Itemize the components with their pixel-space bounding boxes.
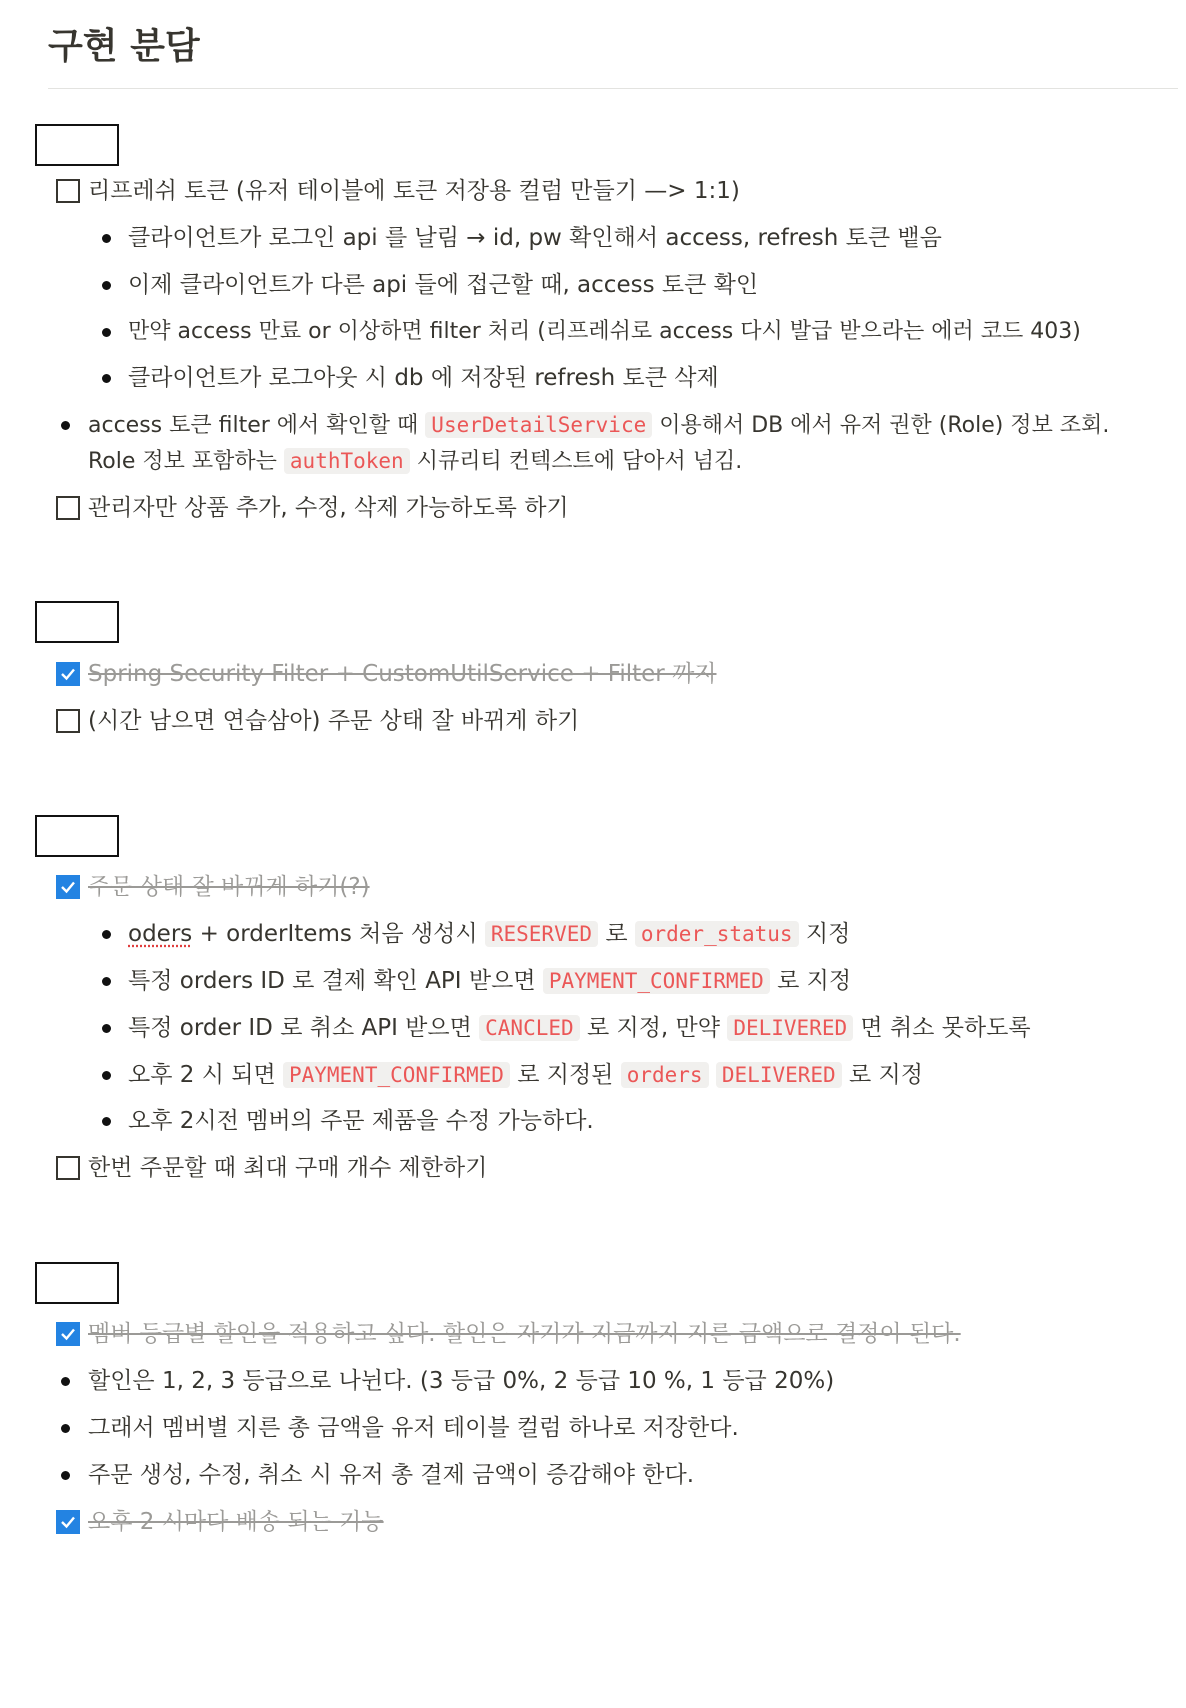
checkmark-icon (60, 879, 76, 895)
todo-text: 오후 2 시마다 배송 되는 기능 (88, 1509, 384, 1535)
checkbox[interactable] (56, 1322, 80, 1346)
list-item-text (128, 962, 851, 1000)
bullet-icon (102, 1024, 111, 1033)
list-item-text: 이제 클라이언트가 다른 api 들에 접근할 때, access 토큰 확인 (128, 272, 759, 298)
text-segment: Role 정보 포함하는 (88, 449, 284, 474)
list-item-text: 클라이언트가 로그아웃 시 db 에 저장된 refresh 토큰 삭제 (128, 365, 719, 391)
bullet-icon (61, 1424, 70, 1433)
text-segment: 로 지정 (841, 1062, 923, 1088)
list-item-text (128, 1009, 1031, 1047)
checkbox[interactable] (56, 496, 80, 520)
inline-code: UserDetailService (425, 412, 652, 438)
assignee-name-box (35, 601, 119, 643)
bullet-icon (102, 328, 111, 337)
text-segment: 로 (598, 921, 635, 947)
title-divider (48, 88, 1178, 89)
bullet-icon (102, 374, 111, 383)
text-segment: 시큐리티 컨텍스트에 담아서 넘김. (409, 449, 743, 474)
bullet-icon (102, 977, 111, 986)
checkbox[interactable] (56, 709, 80, 733)
inline-code: orders (621, 1062, 709, 1088)
assignee-name-box (35, 1262, 119, 1304)
assignee-name-box (35, 124, 119, 166)
list-item-text: 클라이언트가 로그인 api 를 날림 → id, pw 확인해서 access, refresh 토큰 뱉음 (128, 225, 942, 251)
bullet-icon (102, 234, 111, 243)
todo-text: 한번 주문할 때 최대 구매 개수 제한하기 (88, 1155, 488, 1181)
text-segment: 이용해서 DB 에서 유저 권한 (Role) 정보 조회. (652, 413, 1110, 438)
inline-code: CANCLED (479, 1015, 580, 1041)
bullet-icon (102, 1071, 111, 1080)
list-item-text: 오후 2시전 멤버의 주문 제품을 수정 가능하다. (128, 1108, 594, 1134)
list-item-text (128, 915, 850, 953)
list-item-text: 그래서 멤버별 지른 총 금액을 유저 테이블 컬럼 하나로 저장한다. (88, 1415, 739, 1441)
checkbox[interactable] (56, 179, 80, 203)
list-item-text: 주문 생성, 수정, 취소 시 유저 총 결제 금액이 증감해야 한다. (88, 1462, 695, 1488)
checkbox[interactable] (56, 662, 80, 686)
inline-code: DELIVERED (727, 1015, 853, 1041)
text-segment: 지정 (798, 921, 851, 947)
checkmark-icon (60, 1326, 76, 1342)
todo-text: 멤버 등급별 할인을 적용하고 싶다. 할인은 자기가 지금까지 지른 금액으로 결정이 된다. (88, 1321, 961, 1347)
bullet-icon (61, 1471, 70, 1480)
checkbox[interactable] (56, 1510, 80, 1534)
inline-code: DELIVERED (716, 1062, 842, 1088)
text-segment: 오후 2 시 되면 (128, 1062, 283, 1088)
text-segment: access 토큰 filter 에서 확인할 때 (88, 413, 426, 438)
text-segment: oders (128, 921, 193, 947)
page-title: 구현 분담 (48, 26, 200, 67)
inline-code: PAYMENT_CONFIRMED (283, 1062, 510, 1088)
list-item-text: 할인은 1, 2, 3 등급으로 나뉜다. (3 등급 0%, 2 등급 10 %, 1 등급 20%) (88, 1368, 835, 1394)
text-segment: 로 지정된 (509, 1062, 621, 1088)
inline-code: RESERVED (485, 921, 598, 947)
text-segment: 면 취소 못하도록 (853, 1015, 1031, 1041)
bullet-icon (102, 930, 111, 939)
checkbox[interactable] (56, 875, 80, 899)
list-item-text (128, 1056, 923, 1094)
inline-code: authToken (284, 448, 410, 474)
checkmark-icon (60, 666, 76, 682)
inline-code: PAYMENT_CONFIRMED (543, 968, 770, 994)
text-segment: 특정 orders ID 로 결제 확인 API 받으면 (128, 968, 543, 994)
checkbox[interactable] (56, 1156, 80, 1180)
bullet-icon (61, 421, 70, 430)
bullet-icon (61, 1377, 70, 1386)
todo-text: 리프레쉬 토큰 (유저 테이블에 토큰 저장용 컬럼 만들기 —> 1:1) (88, 178, 740, 204)
checkmark-icon (60, 1514, 76, 1530)
text-segment: + orderItems 처음 생성시 (192, 921, 485, 947)
text-segment: 로 지정 (769, 968, 852, 994)
todo-text: Spring Security Filter + CustomUtilService + Filter 까지 (88, 661, 717, 687)
inline-code: order_status (635, 921, 799, 947)
text-segment: 로 지정, 만약 (579, 1015, 728, 1041)
list-item-text (88, 406, 1109, 445)
bullet-icon (102, 1117, 111, 1126)
text-segment: 특정 order ID 로 취소 API 받으면 (128, 1015, 480, 1041)
todo-text: 관리자만 상품 추가, 수정, 삭제 가능하도록 하기 (88, 495, 569, 521)
todo-text: 주문 상태 잘 바뀌게 하기(?) (88, 874, 370, 900)
text-segment (709, 1062, 716, 1088)
list-item-text: 만약 access 만료 or 이상하면 filter 처리 (리프레쉬로 access 다시 발급 받으라는 에러 코드 403) (128, 319, 1081, 344)
assignee-name-box (35, 815, 119, 857)
todo-text: (시간 남으면 연습삼아) 주문 상태 잘 바뀌게 하기 (88, 708, 580, 734)
bullet-icon (102, 281, 111, 290)
